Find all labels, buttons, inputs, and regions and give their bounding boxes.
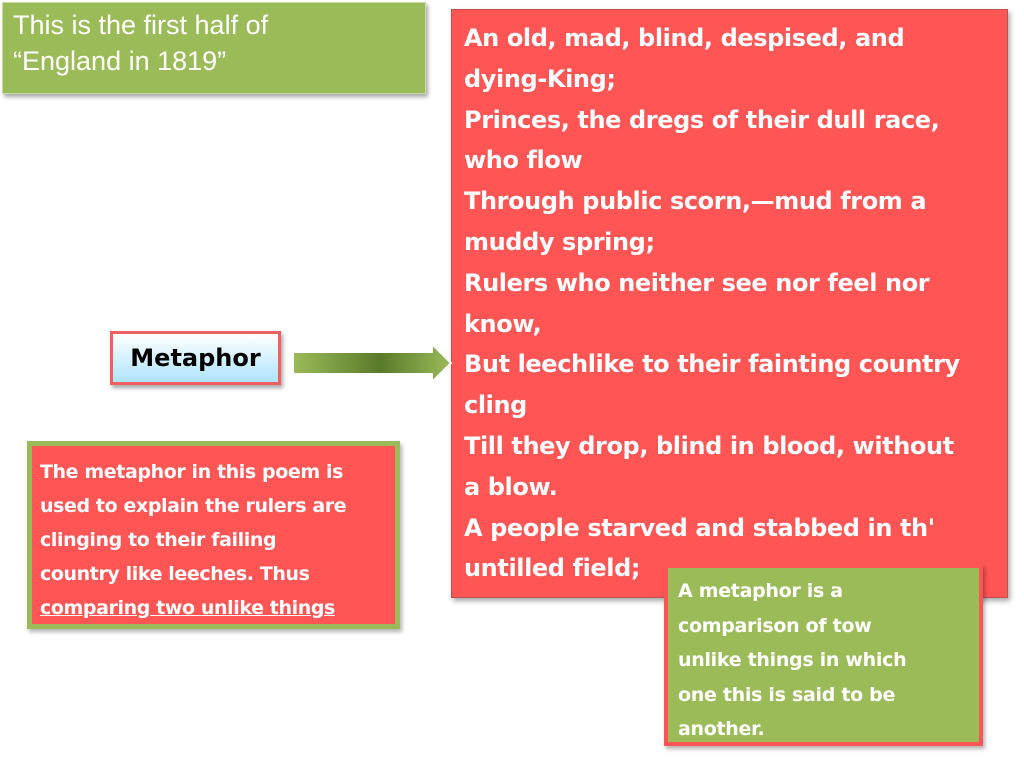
- poem-line: who flow: [464, 146, 583, 175]
- metaphor-definition-box: [664, 564, 983, 746]
- definition-line: comparison of tow: [678, 614, 872, 637]
- poem-line: muddy spring;: [464, 227, 655, 256]
- title-line-2: “England in 1819”: [13, 46, 227, 76]
- poem-line: But leechlike to their fainting country: [464, 350, 960, 379]
- poem-line: a blow.: [464, 472, 558, 501]
- poem-excerpt-box: [451, 9, 1008, 598]
- poem-line: know,: [464, 309, 542, 338]
- definition-line: another.: [678, 718, 765, 740]
- definition-line: unlike things in which: [678, 649, 907, 671]
- metaphor-explanation-box: [27, 441, 400, 629]
- poem-line: untilled field;: [464, 554, 641, 583]
- explanation-line: used to explain the rulers are: [40, 495, 347, 517]
- explanation-line: The metaphor in this poem is: [40, 461, 344, 483]
- poem-line: Till they drop, blind in blood, without: [464, 431, 954, 460]
- title-line-1: This is the first half of: [13, 10, 269, 40]
- poem-line: An old, mad, blind, despised, and: [464, 24, 905, 52]
- definition-line: one this is said to be: [678, 683, 896, 706]
- poem-line: dying-King;: [464, 64, 616, 93]
- metaphor-label: Metaphor: [110, 331, 281, 385]
- poem-line: A people starved and stabbed in th': [464, 513, 935, 542]
- poem-line: Through public scorn,—mud from a: [464, 187, 927, 216]
- explanation-line: clinging to their failing: [40, 529, 277, 551]
- poem-line: Princes, the dregs of their dull race,: [464, 105, 940, 134]
- poem-line: cling: [464, 391, 527, 420]
- explanation-underlined-phrase: comparing two unlike things: [40, 597, 335, 619]
- poem-line: Rulers who neither see nor feel nor: [464, 268, 930, 297]
- right-arrow-icon: [291, 343, 453, 383]
- definition-line: A metaphor is a: [678, 580, 843, 602]
- explanation-line: country like leeches. Thus: [40, 563, 310, 585]
- title-box: [2, 2, 426, 94]
